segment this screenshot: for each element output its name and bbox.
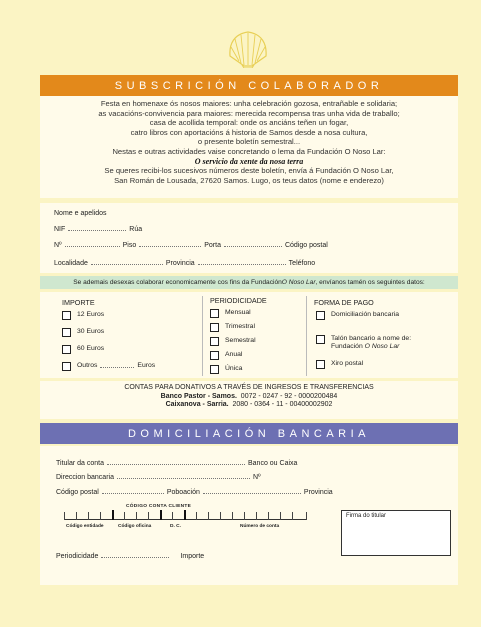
payment-option-cheque[interactable] (316, 335, 411, 351)
code-tick (148, 512, 149, 520)
intro-line: casa de acollida temporal: onde os anciáns teñen un fogar, (149, 118, 349, 128)
bank-periodicity-field[interactable] (101, 552, 169, 558)
locality-field[interactable] (91, 259, 163, 265)
bank-address-label: Direccion bancaria (56, 474, 114, 481)
checkbox[interactable] (316, 360, 325, 369)
code-tick (124, 512, 125, 520)
checkbox[interactable] (62, 328, 71, 337)
intro-text-block (40, 96, 458, 198)
code-tick (196, 512, 197, 520)
bank-section-title-band (40, 423, 458, 444)
code-account-label: Número de conta (240, 524, 280, 529)
option-label: Xiro postal (331, 360, 364, 367)
province-field[interactable] (198, 259, 286, 265)
street-label: Rúa (129, 226, 143, 233)
code-tick (306, 512, 307, 520)
signature-box[interactable] (341, 510, 451, 556)
checkbox[interactable] (210, 365, 219, 374)
code-tick (88, 512, 89, 520)
divider (306, 296, 307, 376)
option-label: Única (225, 365, 243, 372)
door-label: Porta (204, 242, 221, 249)
divider (202, 296, 203, 376)
code-entity-label: Código entidade (66, 524, 104, 529)
bank-section-title: DOMICILIACIÓN BANCARIA (127, 427, 371, 440)
periodicity-option-unica[interactable] (210, 365, 242, 374)
other-amount-unit: Euros (137, 362, 156, 369)
checkbox[interactable] (316, 335, 325, 344)
periodicity-title: PERIODICIDADE (210, 296, 267, 305)
code-tick (172, 512, 173, 520)
code-tick-separator (112, 510, 114, 520)
amount-option-30[interactable] (62, 328, 104, 337)
code-tick (136, 512, 137, 520)
bank-debit-form (40, 446, 458, 585)
number-field[interactable] (65, 241, 120, 247)
phone-label: Teléfono (288, 260, 316, 267)
name-label: Nome e apelidos (54, 210, 107, 217)
province-label: Provincia (165, 260, 195, 267)
intro-line: San Román de Lousada, 27620 Samos. Lugo, os teus datos (nome e enderezo) (114, 175, 384, 185)
option-label: Outros (77, 362, 98, 369)
code-tick (220, 512, 221, 520)
holder-field[interactable] (107, 459, 245, 465)
option-label-prefix: Fundación (331, 343, 365, 350)
donation-accounts (40, 381, 458, 419)
page-title: SUBSCRICIÓN COLABORADOR (114, 79, 384, 92)
bank-amount-label: Importe (180, 553, 205, 560)
floor-label: Piso (122, 242, 137, 249)
code-tick (244, 512, 245, 520)
code-office-label: Código oficina (118, 524, 152, 529)
door-field[interactable] (224, 241, 282, 247)
holder-label: Titular da conta (56, 460, 104, 467)
code-tick (256, 512, 257, 520)
code-tick (268, 512, 269, 520)
intro-line: as vacacións-convivencia para maiores: merecida recompensa tras unha vida de traballo; (98, 108, 400, 118)
code-tick (232, 512, 233, 520)
code-tick (208, 512, 209, 520)
bank-periodicity-label: Periodicidade (56, 553, 99, 560)
periodicity-option-semestral[interactable] (210, 337, 256, 346)
payment-title: FORMA DE PAGO (314, 298, 374, 307)
checkbox[interactable] (316, 311, 325, 320)
signature-label: Firma do titular (346, 513, 387, 519)
subscription-title-band (40, 75, 458, 96)
bank2-name: Caixanova - Sarria. (165, 401, 229, 409)
bank1-name: Banco Pastor - Samos. (160, 392, 237, 400)
code-tick (292, 512, 293, 520)
collaborate-note-foundation: O Noso Lar (281, 279, 316, 286)
option-label: Anual (225, 351, 243, 358)
intro-line: o presente boletín semestral... (197, 137, 301, 147)
locality-label: Localidade (54, 260, 88, 267)
bank1-number: 0072 - 0247 - 92 - 0000200484 (240, 392, 338, 400)
number-label: Nº (54, 242, 62, 249)
bank-province-label: Provincia (303, 489, 333, 496)
code-tick-separator (184, 510, 186, 520)
accounts-title: CONTAS PARA DONATIVOS A TRAVÉS DE INGRESOS E TRANSFERENCIAS (124, 384, 374, 391)
bank-postal-code-label: Código postal (56, 489, 99, 496)
option-label: Mensual (225, 309, 251, 316)
periodicity-option-mensual[interactable] (210, 309, 251, 318)
foundation-motto: O servicio da xente da nosa terra (194, 156, 304, 166)
checkbox[interactable] (210, 351, 219, 360)
checkbox[interactable] (210, 309, 219, 318)
amount-option-12[interactable] (62, 311, 104, 320)
collaborate-note-end: , envíanos tamén os seguintes datos: (315, 279, 425, 286)
bank-postal-code-field[interactable] (102, 488, 164, 494)
code-tick (100, 512, 101, 520)
checkbox[interactable] (62, 362, 71, 371)
town-field[interactable] (203, 488, 301, 494)
option-label: Semestral (225, 337, 256, 344)
collaborate-note-band (40, 276, 458, 289)
amount-option-60[interactable] (62, 345, 104, 354)
checkbox[interactable] (210, 323, 219, 332)
periodicity-option-anual[interactable] (210, 351, 242, 360)
intro-line: Nestas e outras actividades vaise concretando o lema da Fundación O Noso Lar: (112, 146, 386, 156)
bank2-number: 2080 - 0364 - 11 - 00400002902 (232, 401, 333, 409)
donation-options (40, 292, 458, 378)
code-tick (64, 512, 65, 520)
intro-line: Festa en homenaxe ós nosos maiores: unha celebración gozosa, entrañable e solidaria; (100, 99, 398, 108)
account-code-caption: CÓDIGO CONTA CLIENTE (126, 504, 192, 509)
amount-option-other[interactable] (62, 362, 155, 371)
nif-label: NIF (54, 226, 66, 233)
option-label-foundation: O Noso Lar (364, 343, 400, 350)
postal-code-label: Código postal (284, 242, 328, 249)
periodicity-option-trimestral[interactable] (210, 323, 255, 332)
personal-data-form (40, 203, 458, 273)
checkbox[interactable] (62, 311, 71, 320)
option-label: 30 Euros (77, 328, 105, 335)
option-label: Trimestral (225, 323, 255, 330)
code-tick (280, 512, 281, 520)
town-label: Poboación (166, 489, 200, 496)
scallop-shell-icon (226, 30, 270, 68)
other-amount-field[interactable] (100, 362, 134, 368)
amount-title: IMPORTE (62, 298, 95, 307)
collaborate-note-text: Se ademais desexas colaborar economicamente cos fins da Fundación (73, 279, 282, 286)
nif-field[interactable] (68, 225, 126, 231)
code-tick-separator (160, 510, 162, 520)
option-label: Domiciliación bancaria (331, 311, 399, 318)
payment-option-postal[interactable] (316, 360, 363, 369)
bank-address-field[interactable] (117, 473, 250, 479)
code-dc-label: D. C. (170, 524, 181, 529)
intro-line: Se queres recibi-los sucesivos números deste boletín, envía á Fundación O Noso Lar, (104, 166, 394, 176)
bank-number-label: Nº (252, 474, 261, 481)
floor-field[interactable] (139, 241, 201, 247)
intro-line: catro libros con aportacións á historia de Samos desde a nosa cultura, (130, 127, 368, 137)
checkbox[interactable] (62, 345, 71, 354)
bank-label: Banco ou Caixa (248, 460, 298, 467)
checkbox[interactable] (210, 337, 219, 346)
option-label: Talón bancario a nome de: (331, 335, 412, 342)
payment-option-direct-debit[interactable] (316, 311, 399, 320)
option-label: 60 Euros (77, 345, 105, 352)
option-label: 12 Euros (77, 311, 105, 318)
code-tick (76, 512, 77, 520)
